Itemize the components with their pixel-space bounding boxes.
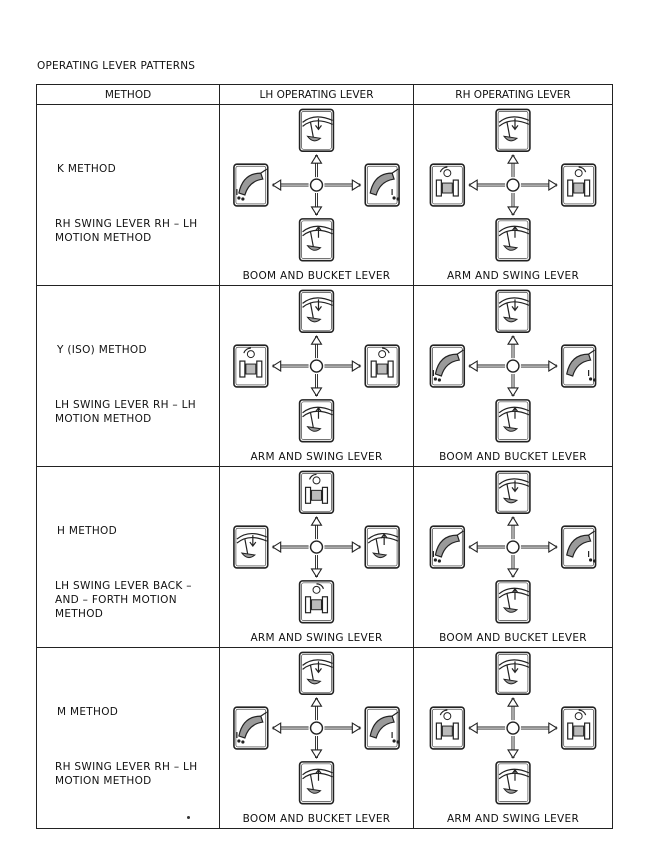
- pattern-up-icon: [496, 109, 530, 151]
- lever-caption: BOOM AND BUCKET LEVER: [439, 451, 587, 463]
- method-name: K METHOD: [57, 163, 116, 175]
- lever-diagram: [220, 286, 413, 466]
- pattern-up-icon: [300, 471, 334, 513]
- method-cell: [37, 286, 220, 467]
- lever-caption: ARM AND SWING LEVER: [446, 270, 580, 282]
- arrow-up-icon: [312, 517, 322, 539]
- pattern-right-icon: [365, 526, 399, 568]
- lever-diagram: [414, 105, 612, 285]
- lh-lever-cell: [220, 105, 414, 286]
- arrow-right-icon: [324, 180, 360, 190]
- pattern-down-icon: [496, 400, 530, 442]
- pattern-up-icon: [496, 471, 530, 513]
- arrow-down-icon: [508, 555, 518, 577]
- lever-caption: BOOM AND BUCKET LEVER: [439, 632, 587, 644]
- pattern-down-icon: [300, 400, 334, 442]
- table-header-row: [37, 85, 613, 105]
- pattern-up-icon: [496, 652, 530, 694]
- pattern-left-icon: [234, 345, 268, 387]
- arrow-right-icon: [521, 361, 557, 371]
- stray-dot: [187, 816, 190, 819]
- method-description: LH SWING LEVER BACK – AND – FORTH MOTION METHOD: [55, 580, 192, 620]
- lever-knob-icon: [311, 179, 323, 191]
- rh-lever-cell: [414, 286, 613, 467]
- lever-knob-icon: [507, 541, 519, 553]
- arrow-right-icon: [521, 723, 557, 733]
- lever-knob-icon: [311, 722, 323, 734]
- pattern-down-icon: [300, 219, 334, 261]
- arrow-down-icon: [312, 193, 322, 215]
- arrow-left-icon: [273, 180, 309, 190]
- pattern-right-icon: [562, 164, 596, 206]
- lever-knob-icon: [507, 360, 519, 372]
- arrow-up-icon: [508, 517, 518, 539]
- lever-diagram: [414, 467, 612, 647]
- arrow-up-icon: [508, 698, 518, 720]
- arrow-up-icon: [312, 336, 322, 358]
- method-cell: [37, 105, 220, 286]
- method-description: RH SWING LEVER RH – LH MOTION METHOD: [55, 761, 198, 787]
- arrow-down-icon: [312, 374, 322, 396]
- method-cell: [37, 648, 220, 829]
- lever-caption: BOOM AND BUCKET LEVER: [242, 813, 391, 825]
- pattern-down-icon: [496, 762, 530, 804]
- pattern-up-icon: [300, 652, 334, 694]
- pattern-left-icon: [234, 526, 268, 568]
- pattern-down-icon: [496, 581, 530, 623]
- arrow-right-icon: [521, 180, 557, 190]
- pattern-left-icon: [430, 526, 464, 568]
- arrow-left-icon: [469, 361, 505, 371]
- arrow-left-icon: [469, 542, 505, 552]
- pattern-left-icon: [234, 707, 268, 749]
- lever-diagram: [220, 105, 413, 285]
- arrow-down-icon: [508, 374, 518, 396]
- table-row: [37, 286, 613, 467]
- arrow-left-icon: [469, 723, 505, 733]
- arrow-down-icon: [508, 193, 518, 215]
- arrow-down-icon: [508, 736, 518, 758]
- rh-lever-cell: [414, 648, 613, 829]
- method-name: Y (ISO) METHOD: [57, 344, 147, 356]
- lever-diagram: [220, 467, 413, 647]
- pattern-left-icon: [234, 164, 268, 206]
- table-row: [37, 105, 613, 286]
- arrow-right-icon: [324, 542, 360, 552]
- pattern-left-icon: [430, 707, 464, 749]
- pattern-up-icon: [300, 290, 334, 332]
- arrow-left-icon: [273, 361, 309, 371]
- pattern-right-icon: [562, 707, 596, 749]
- pattern-down-icon: [300, 762, 334, 804]
- pattern-right-icon: [365, 345, 399, 387]
- method-name: H METHOD: [57, 525, 117, 537]
- rh-lever-cell: [414, 105, 613, 286]
- pattern-down-icon: [300, 581, 334, 623]
- lever-caption: ARM AND SWING LEVER: [250, 451, 383, 463]
- lever-caption: ARM AND SWING LEVER: [446, 813, 580, 825]
- header-lh-lever: LH OPERATING LEVER: [220, 85, 414, 105]
- table-row: [37, 648, 613, 829]
- method-description: RH SWING LEVER RH – LH MOTION METHOD: [55, 218, 198, 244]
- page-title: OPERATING LEVER PATTERNS: [37, 60, 196, 72]
- lever-knob-icon: [311, 541, 323, 553]
- lever-pattern-table: [36, 84, 613, 829]
- lever-caption: BOOM AND BUCKET LEVER: [242, 270, 391, 282]
- arrow-right-icon: [324, 361, 360, 371]
- arrow-left-icon: [273, 723, 309, 733]
- method-name: M METHOD: [57, 706, 119, 718]
- pattern-right-icon: [562, 526, 596, 568]
- lever-caption: ARM AND SWING LEVER: [250, 632, 383, 644]
- arrow-up-icon: [508, 155, 518, 177]
- pattern-up-icon: [300, 109, 334, 151]
- lever-knob-icon: [507, 179, 519, 191]
- pattern-left-icon: [430, 164, 464, 206]
- method-description: LH SWING LEVER RH – LH MOTION METHOD: [55, 399, 196, 425]
- lever-diagram: [414, 286, 612, 466]
- pattern-down-icon: [496, 219, 530, 261]
- pattern-right-icon: [365, 164, 399, 206]
- arrow-right-icon: [324, 723, 360, 733]
- pattern-left-icon: [430, 345, 464, 387]
- arrow-left-icon: [469, 180, 505, 190]
- arrow-up-icon: [312, 155, 322, 177]
- method-cell: [37, 467, 220, 648]
- lh-lever-cell: [220, 467, 414, 648]
- arrow-up-icon: [508, 336, 518, 358]
- arrow-left-icon: [273, 542, 309, 552]
- arrow-down-icon: [312, 736, 322, 758]
- lever-diagram: [414, 648, 612, 828]
- pattern-up-icon: [496, 290, 530, 332]
- lh-lever-cell: [220, 648, 414, 829]
- header-method: METHOD: [37, 85, 220, 105]
- pattern-right-icon: [562, 345, 596, 387]
- lever-diagram: [220, 648, 413, 828]
- lh-lever-cell: [220, 286, 414, 467]
- header-rh-lever: RH OPERATING LEVER: [414, 85, 613, 105]
- arrow-right-icon: [521, 542, 557, 552]
- rh-lever-cell: [414, 467, 613, 648]
- lever-knob-icon: [507, 722, 519, 734]
- pattern-right-icon: [365, 707, 399, 749]
- table-row: [37, 467, 613, 648]
- arrow-down-icon: [312, 555, 322, 577]
- lever-knob-icon: [311, 360, 323, 372]
- arrow-up-icon: [312, 698, 322, 720]
